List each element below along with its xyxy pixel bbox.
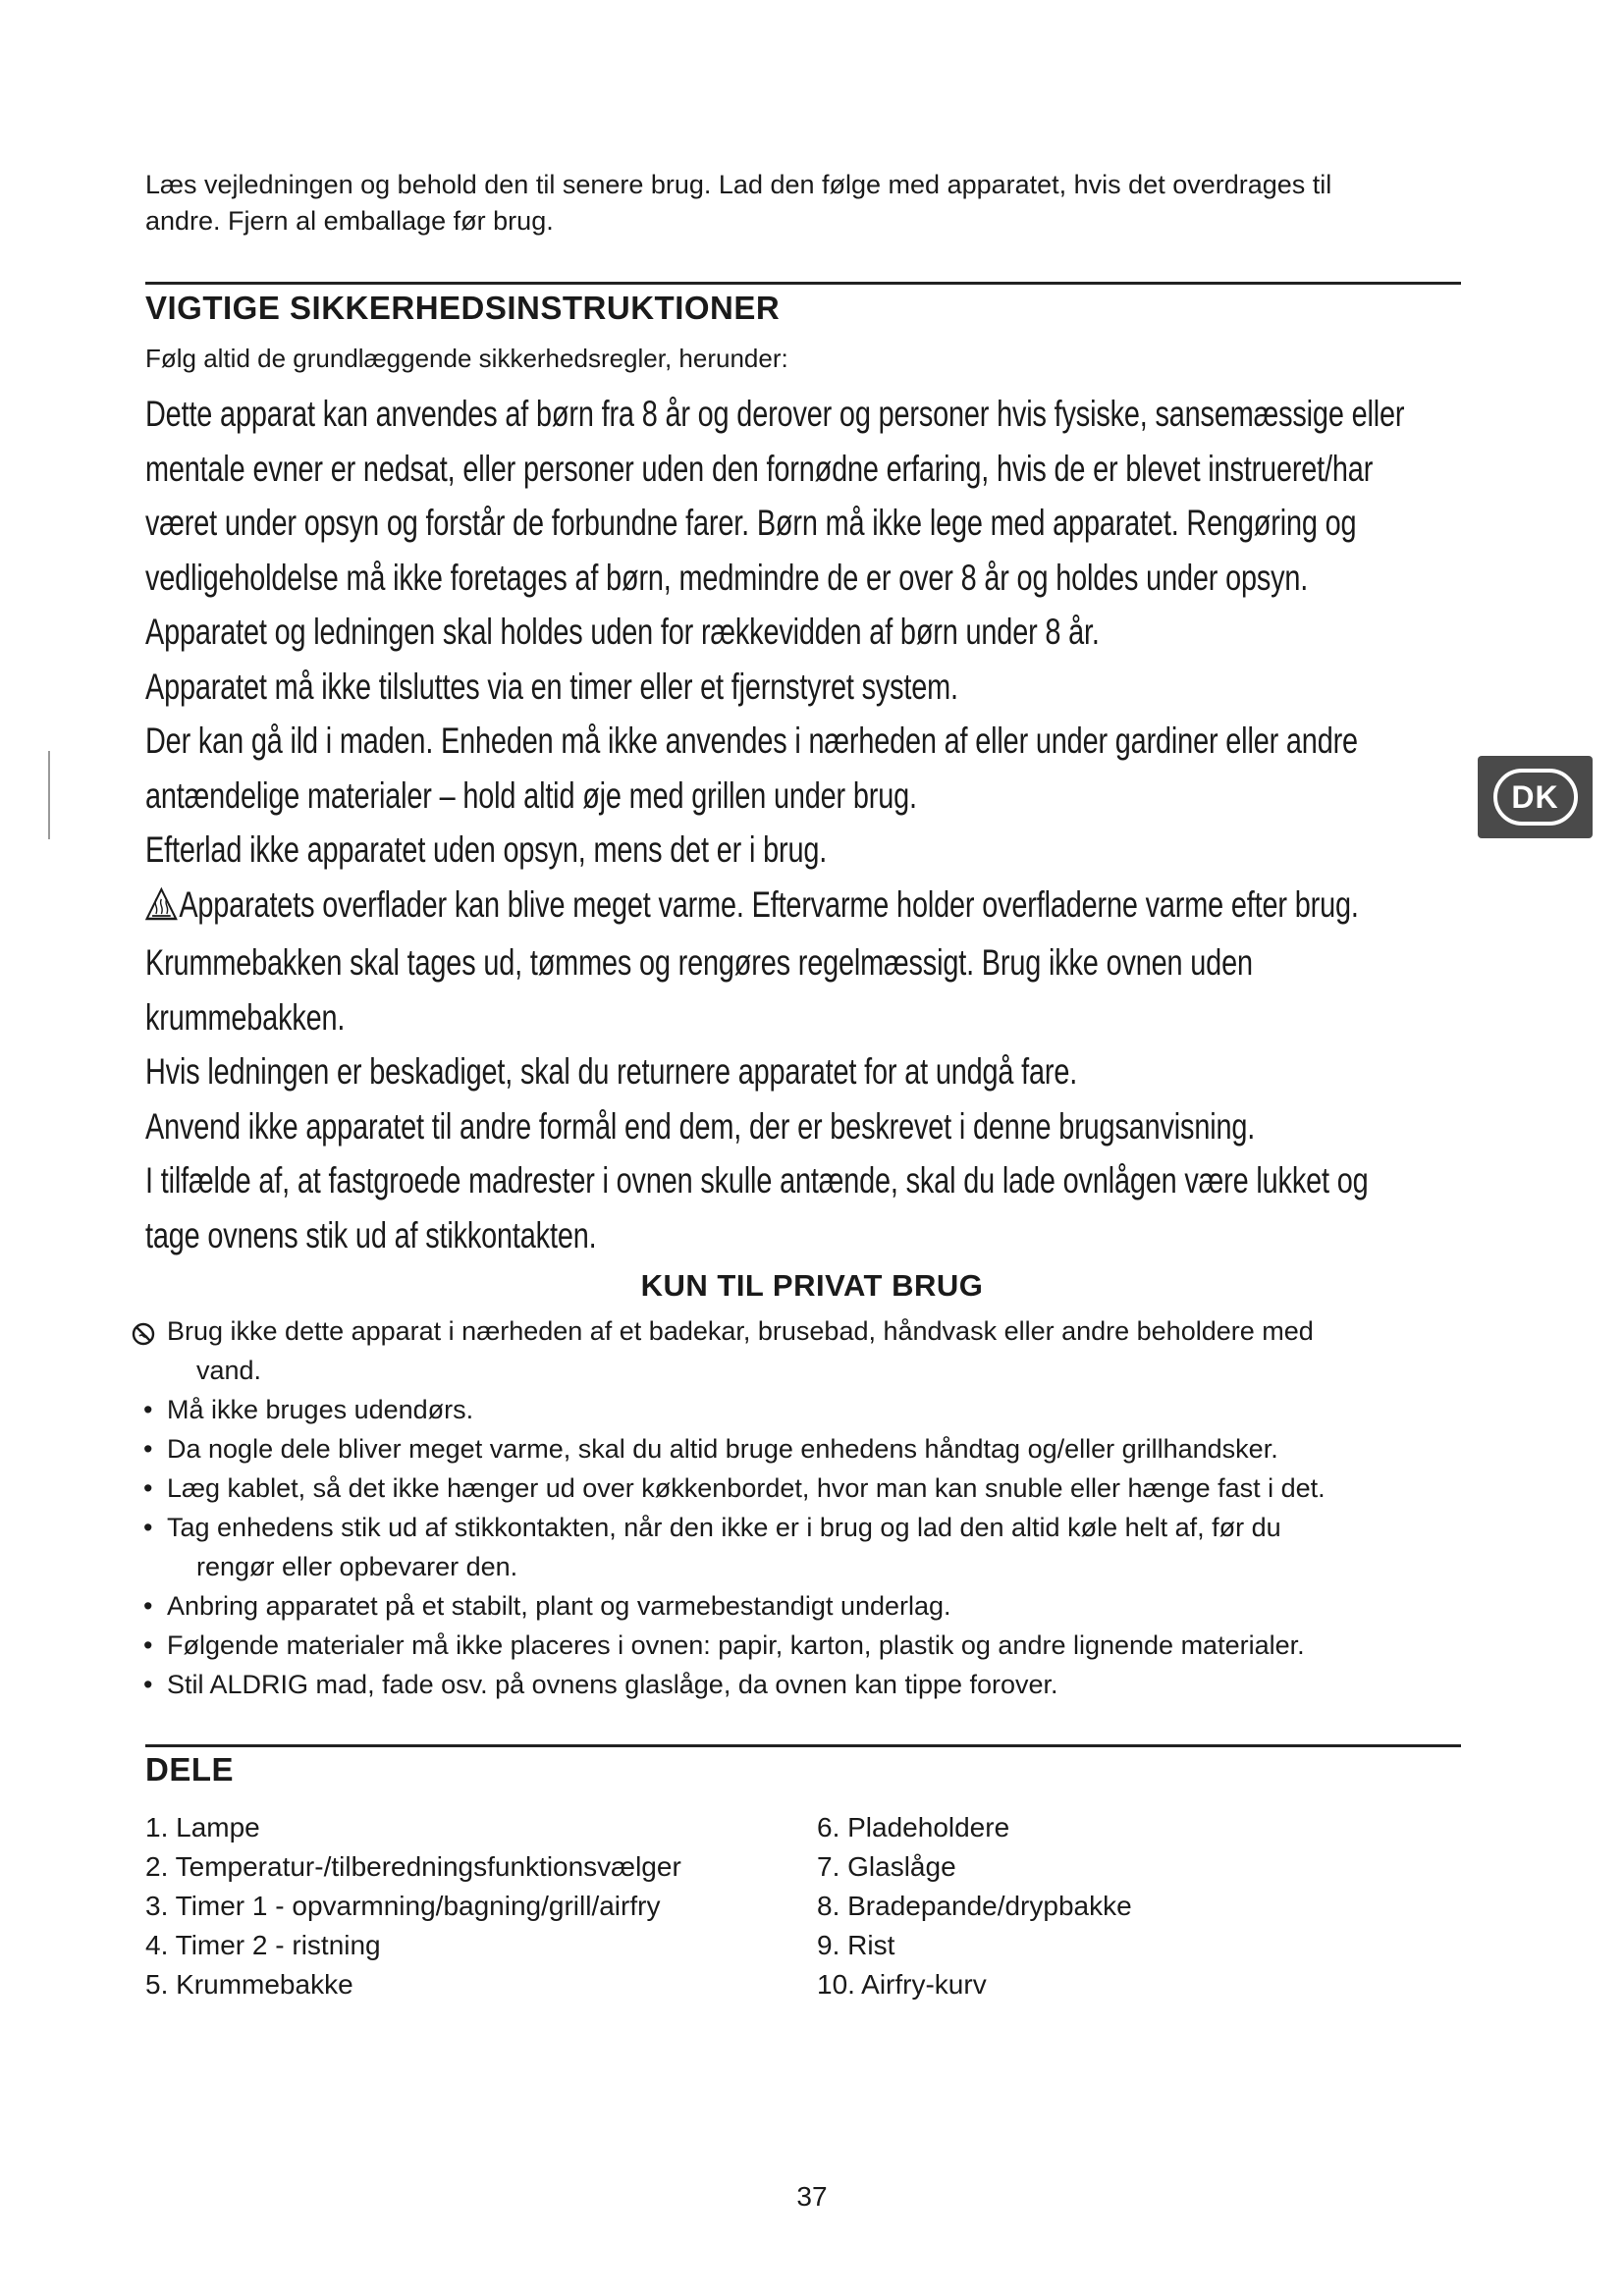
list-item-text: Følgende materialer må ikke placeres i ovnen: papir, karton, plastik og andre lignende materialer. — [167, 1630, 1305, 1660]
part-item: 10. Airfry-kurv — [817, 1969, 987, 2000]
list-item — [130, 1468, 1426, 1508]
bullet-mark: • — [143, 1434, 153, 1464]
safety-line: Dette apparat kan anvendes af børn fra 8 år og derover og personer hvis fysiske, sansemæssige eller — [145, 394, 1405, 434]
safety-line: tage ovnens stik ud af stikkontakten. — [145, 1214, 597, 1255]
intro-line: Læs vejledningen og behold den til senere brug. Lad den følge med apparatet, hvis det overdrages til — [145, 170, 1332, 199]
safety-line: Krummebakken skal tages ud, tømmes og rengøres regelmæssigt. Brug ikke ovnen uden — [145, 942, 1253, 983]
safety-line: Anvend ikke apparatet til andre formål end dem, der er beskrevet i denne brugsanvisning. — [145, 1105, 1256, 1147]
page-number: 37 — [796, 2181, 828, 2212]
safety-line-text: Apparatets overflader kan blive meget varme. Eftervarme holder overfladerne varme efter brug. — [179, 883, 1359, 925]
private-use-heading: KUN TIL PRIVAT BRUG — [640, 1268, 984, 1303]
bullet-mark: • — [143, 1630, 153, 1660]
part-item: 8. Bradepande/drypbakke — [817, 1891, 1132, 1921]
safety-line: været under opsyn og forstår de forbundne farer. Børn må ikke lege med apparatet. Rengøring og — [145, 503, 1357, 543]
safety-line: I tilfælde af, at fastgroede madrester i ovnen skulle antænde, skal du lade ovnlågen være lukket og — [145, 1160, 1369, 1201]
intro-line: andre. Fjern al emballage før brug. — [145, 206, 554, 236]
list-item-text: Stil ALDRIG mad, fade osv. på ovnens glaslåge, da ovnen kan tippe forover. — [167, 1670, 1058, 1699]
part-item: 4. Timer 2 - ristning — [145, 1930, 381, 1960]
parts-list-right — [817, 1808, 1132, 2004]
part-item: 6. Pladeholdere — [817, 1812, 1010, 1842]
part-item: 1. Lampe — [145, 1812, 260, 1842]
safety-line: Der kan gå ild i maden. Enheden må ikke anvendes i nærheden af eller under gardiner eller andre — [145, 721, 1358, 761]
safety-line: antændelige materialer – hold altid øje med grillen under brug. — [145, 774, 917, 816]
parts-list-left — [145, 1808, 681, 2004]
part-item: 2. Temperatur-/tilberedningsfunktionsvælger — [145, 1851, 681, 1882]
part-item: 9. Rist — [817, 1930, 895, 1960]
section-divider — [145, 282, 1461, 285]
list-item — [130, 1429, 1426, 1468]
list-item-text: Anbring apparatet på et stabilt, plant og varmebestandigt underlag. — [167, 1591, 951, 1621]
safety-line-hot — [145, 878, 1466, 936]
list-item — [130, 1390, 1426, 1429]
list-item — [130, 1665, 1426, 1704]
list-item — [130, 1311, 1426, 1390]
list-item — [130, 1508, 1426, 1586]
bullet-mark: • — [143, 1513, 153, 1542]
list-item-text: Må ikke bruges udendørs. — [167, 1395, 474, 1424]
safety-line: Hvis ledningen er beskadiget, skal du returnere apparatet for at undgå fare. — [145, 1051, 1078, 1092]
list-item-text: Da nogle dele bliver meget varme, skal du altid bruge enhedens håndtag og/eller grillhandsker. — [167, 1434, 1278, 1464]
hot-surface-warning-icon — [145, 881, 178, 936]
bullet-mark: • — [143, 1591, 153, 1621]
bullet-mark: • — [143, 1473, 153, 1503]
safety-line: mentale evner er nedsat, eller personer uden den fornødne erfaring, hvis de er blevet instrueret/har — [145, 448, 1374, 489]
safety-line: krummebakken. — [145, 996, 346, 1038]
safety-line: Efterlad ikke apparatet uden opsyn, mens det er i brug. — [145, 829, 828, 870]
language-badge: DK — [1493, 769, 1578, 826]
safety-line: vedligeholdelse må ikke foretages af børn, medmindre de er over 8 år og holdes under opsyn. — [145, 557, 1309, 598]
list-item-text: Brug ikke dette apparat i nærheden af et badekar, brusebad, håndvask eller andre beholdere med — [167, 1316, 1314, 1346]
prohibition-icon — [132, 1317, 155, 1357]
safety-instructions — [145, 387, 1466, 1262]
list-item-text: Tag enhedens stik ud af stikkontakten, når den ikke er i brug og lad den altid køle helt af, før du — [167, 1513, 1281, 1542]
part-item: 5. Krummebakke — [145, 1969, 353, 2000]
intro-text — [145, 167, 1432, 240]
bullet-mark: • — [143, 1395, 153, 1424]
parts-heading: DELE — [145, 1751, 235, 1788]
safety-lead: Følg altid de grundlæggende sikkerhedsregler, herunder: — [145, 344, 788, 373]
safety-line: Apparatet må ikke tilsluttes via en timer eller et fjernstyret system. — [145, 666, 958, 707]
bullet-mark: • — [143, 1670, 153, 1699]
private-use-list — [130, 1311, 1426, 1704]
list-item — [130, 1626, 1426, 1665]
list-item — [130, 1586, 1426, 1626]
language-tab — [1478, 756, 1593, 838]
part-item: 7. Glaslåge — [817, 1851, 956, 1882]
safety-line: Apparatet og ledningen skal holdes uden for rækkevidden af børn under 8 år. — [145, 612, 1100, 652]
section-divider — [145, 1744, 1461, 1747]
list-item-continuation: rengør eller opbevarer den. — [196, 1552, 518, 1581]
margin-mark — [48, 751, 50, 839]
list-item-text: Læg kablet, så det ikke hænger ud over køkkenbordet, hvor man kan snuble eller hænge fast i det. — [167, 1473, 1326, 1503]
safety-heading: VIGTIGE SIKKERHEDSINSTRUKTIONER — [145, 290, 781, 326]
part-item: 3. Timer 1 - opvarmning/bagning/grill/airfry — [145, 1891, 661, 1921]
list-item-continuation: vand. — [196, 1356, 262, 1385]
